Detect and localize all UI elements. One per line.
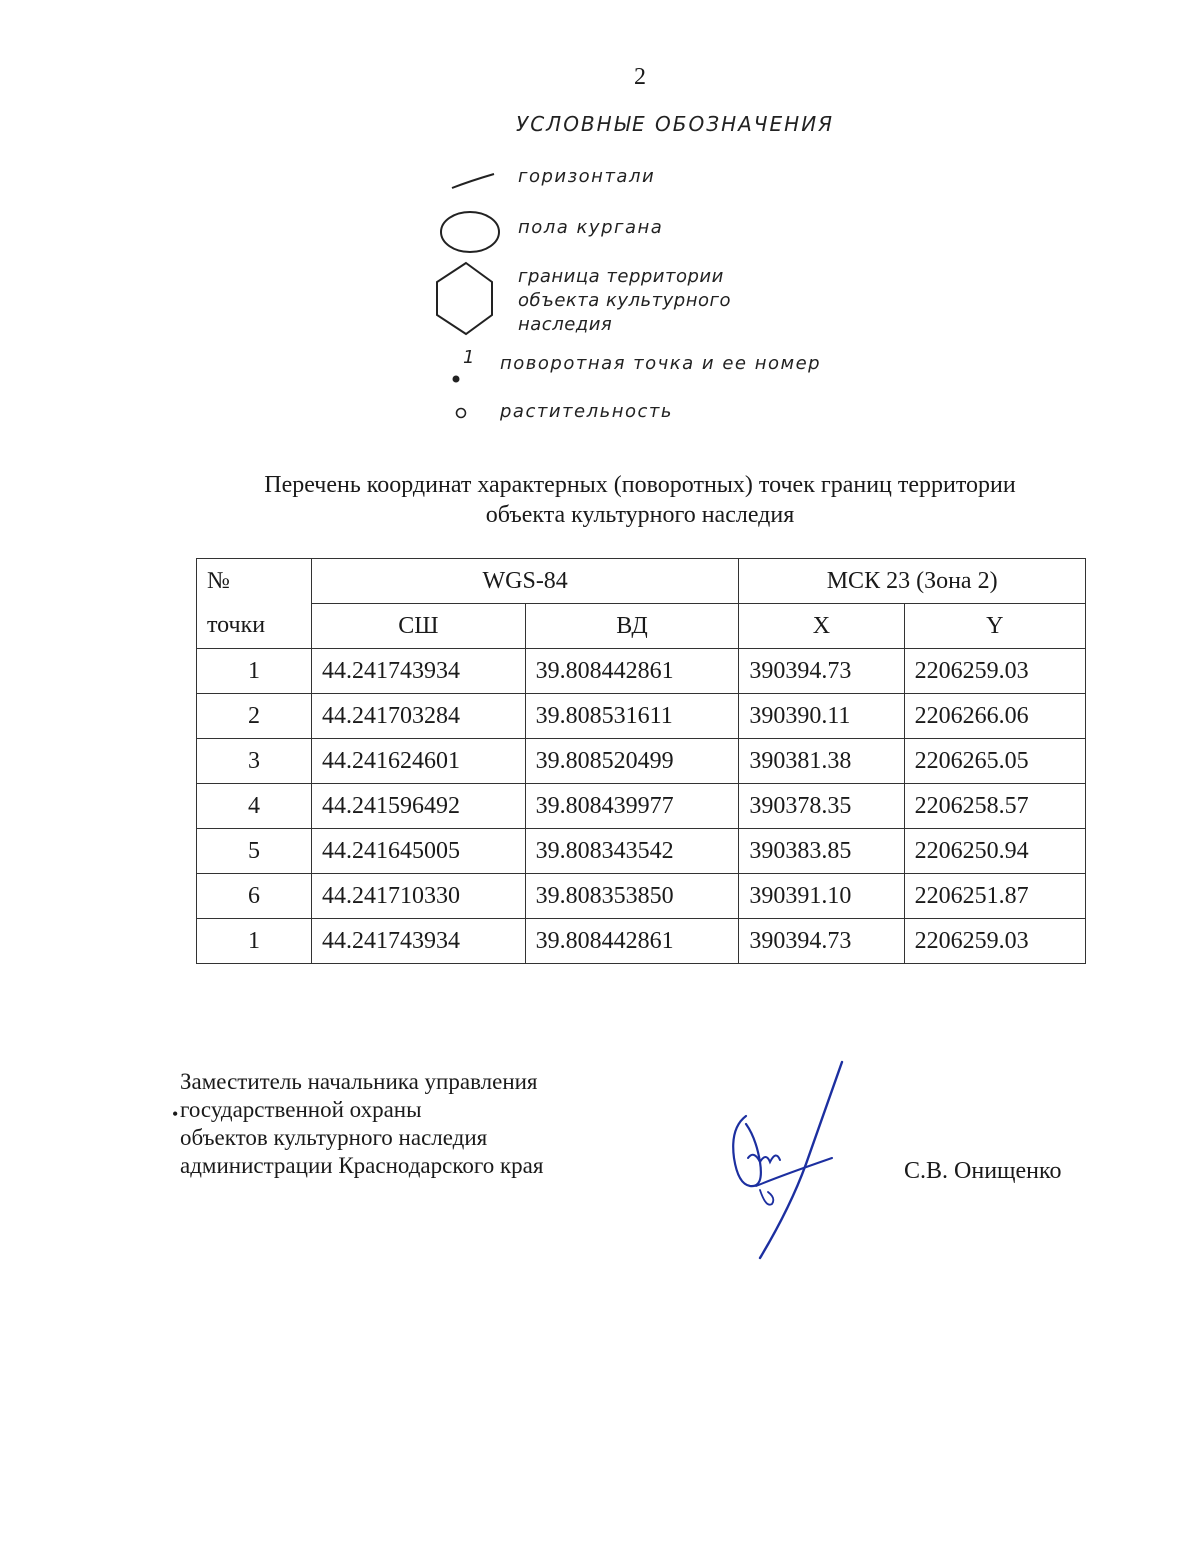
legend-label-boundary-2: объекта культурного	[518, 290, 731, 311]
signatory-title	[180, 1068, 543, 1180]
coordinates-table	[196, 558, 1086, 964]
cell-x: 390381.38	[739, 739, 904, 784]
cell-lat: 44.241743934	[312, 649, 526, 694]
cell-y: 2206259.03	[904, 649, 1085, 694]
cell-lat: 44.241596492	[312, 784, 526, 829]
table-row	[197, 649, 1086, 694]
cell-lat: 44.241645005	[312, 829, 526, 874]
header-point: точки	[197, 604, 312, 649]
legend	[0, 0, 1200, 460]
contour-line-icon	[452, 174, 494, 188]
cell-lon: 39.808353850	[525, 874, 739, 919]
cell-y: 2206259.03	[904, 919, 1085, 964]
table-row	[197, 919, 1086, 964]
legend-title: УСЛОВНЫЕ ОБОЗНАЧЕНИЯ	[516, 112, 835, 136]
cell-lat: 44.241710330	[312, 874, 526, 919]
cell-lon: 39.808531611	[525, 694, 739, 739]
cell-point: 1	[197, 919, 312, 964]
legend-label-boundary-1: граница территории	[518, 266, 724, 287]
cell-x: 390383.85	[739, 829, 904, 874]
cell-y: 2206265.05	[904, 739, 1085, 784]
coordinates-heading-line1: Перечень координат характерных (поворотных) точек границ территории	[264, 472, 1016, 498]
signatory-title-line4: администрации Краснодарского края	[180, 1153, 544, 1178]
cell-point: 2	[197, 694, 312, 739]
header-msk23: МСК 23 (Зона 2)	[739, 559, 1086, 604]
signatory-title-line1: Заместитель начальника управления	[180, 1069, 538, 1094]
legend-label-vegetation: растительность	[500, 401, 673, 422]
cell-lat: 44.241743934	[312, 919, 526, 964]
table-row	[197, 784, 1086, 829]
legend-label-contours: горизонтали	[518, 166, 656, 187]
table-header-row	[197, 559, 1086, 604]
cell-x: 390391.10	[739, 874, 904, 919]
cell-lon: 39.808442861	[525, 919, 739, 964]
cell-lon: 39.808442861	[525, 649, 739, 694]
cell-point: 5	[197, 829, 312, 874]
cell-lon: 39.808343542	[525, 829, 739, 874]
coordinates-heading-line2: объекта культурного наследия	[485, 502, 795, 528]
turning-point-icon	[453, 376, 460, 383]
signatory-title-line3: объектов культурного наследия	[180, 1125, 488, 1150]
header-y: Y	[904, 604, 1085, 649]
header-lat: СШ	[312, 604, 526, 649]
cell-x: 390390.11	[739, 694, 904, 739]
legend-label-turning-point: поворотная точка и ее номер	[500, 353, 822, 374]
table-subheader-row	[197, 604, 1086, 649]
table-row	[197, 874, 1086, 919]
page-number: 2	[634, 64, 646, 90]
header-wgs84: WGS-84	[312, 559, 739, 604]
coordinates-heading	[180, 470, 1100, 530]
header-number-sign: №	[197, 559, 312, 604]
ellipse-icon	[441, 212, 499, 252]
legend-label-mound: пола кургана	[518, 217, 664, 238]
cell-x: 390378.35	[739, 784, 904, 829]
table-row	[197, 694, 1086, 739]
cell-point: 3	[197, 739, 312, 784]
cell-x: 390394.73	[739, 649, 904, 694]
cell-y: 2206266.06	[904, 694, 1085, 739]
turning-point-number: 1	[463, 347, 476, 368]
signer-name: С.В. Онищенко	[904, 1158, 1062, 1184]
cell-lon: 39.808520499	[525, 739, 739, 784]
cell-x: 390394.73	[739, 919, 904, 964]
cell-lat: 44.241624601	[312, 739, 526, 784]
cell-lon: 39.808439977	[525, 784, 739, 829]
cell-point: 1	[197, 649, 312, 694]
cell-point: 6	[197, 874, 312, 919]
vegetation-circle-icon	[457, 409, 466, 418]
table-row	[197, 739, 1086, 784]
header-lon: ВД	[525, 604, 739, 649]
cell-y: 2206258.57	[904, 784, 1085, 829]
cell-lat: 44.241703284	[312, 694, 526, 739]
signatory-title-line2: государственной охраны	[180, 1097, 422, 1122]
bullet-dot: •	[172, 1104, 179, 1124]
cell-y: 2206251.87	[904, 874, 1085, 919]
cell-point: 4	[197, 784, 312, 829]
hexagon-icon	[437, 263, 492, 334]
handwritten-signature	[720, 1058, 860, 1268]
legend-label-boundary-3: наследия	[518, 314, 613, 335]
header-x: X	[739, 604, 904, 649]
cell-y: 2206250.94	[904, 829, 1085, 874]
table-row	[197, 829, 1086, 874]
